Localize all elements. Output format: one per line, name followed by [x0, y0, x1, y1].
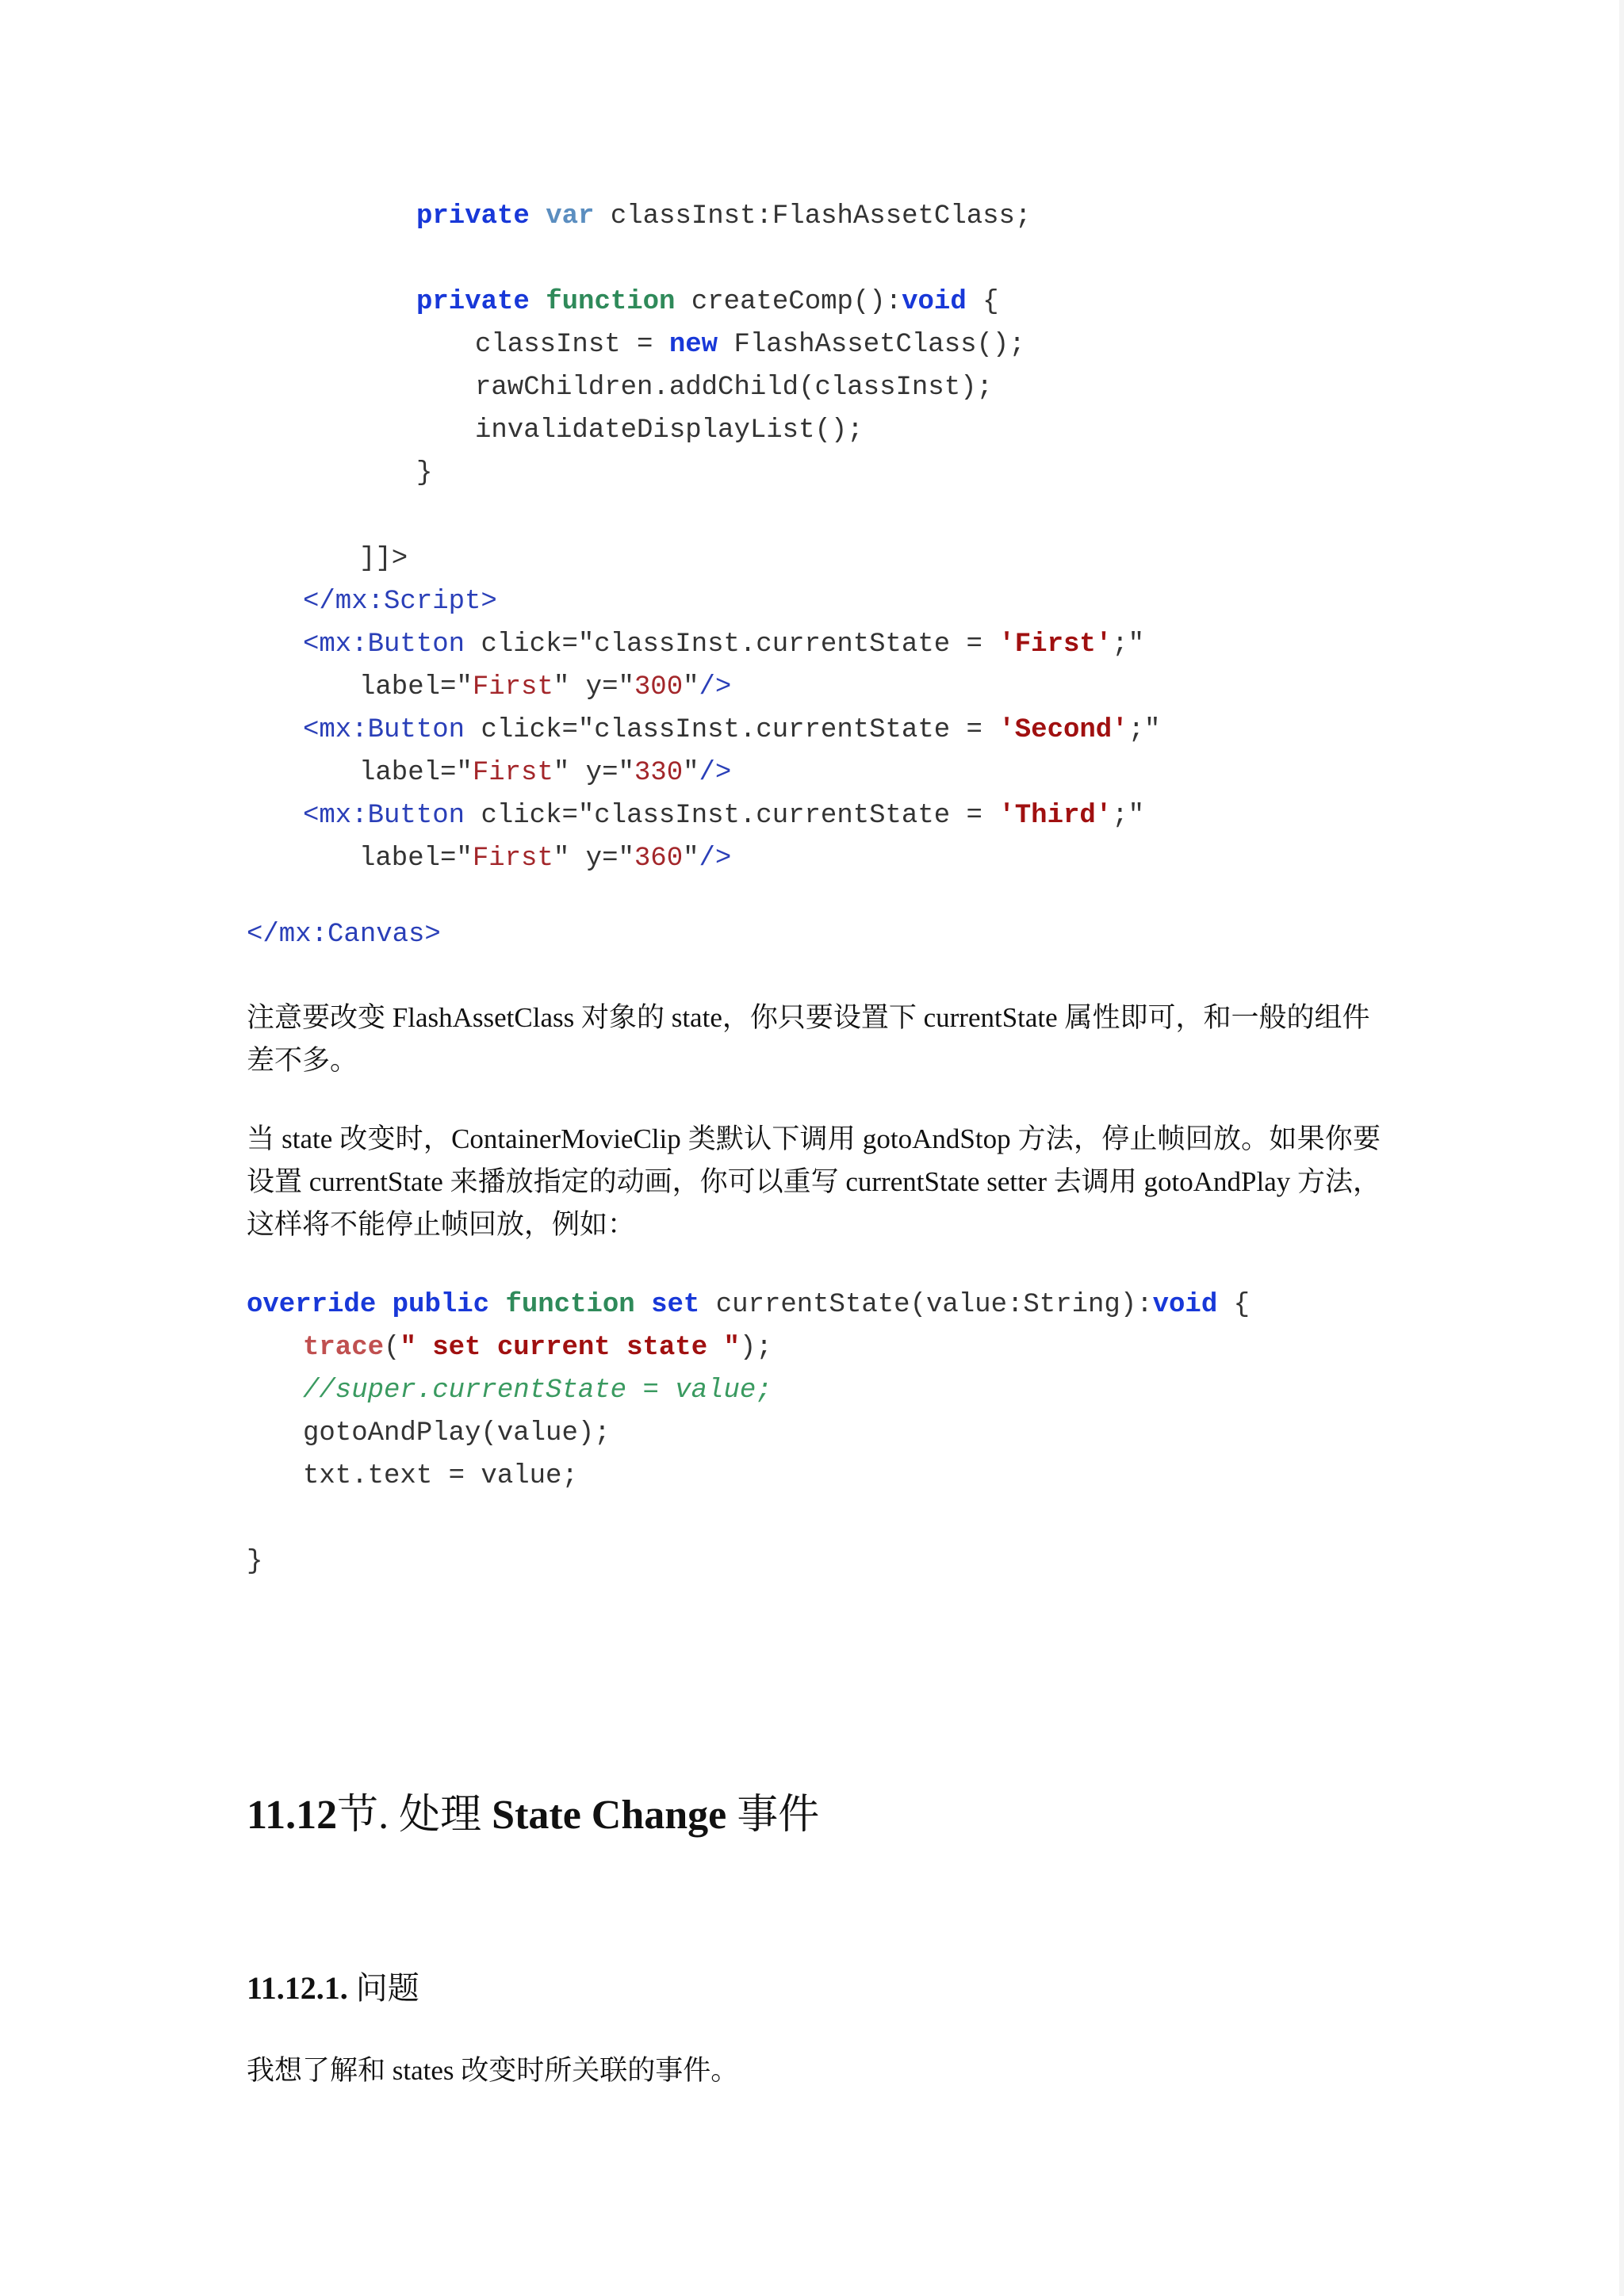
code-keyword: function [546, 287, 676, 317]
code-text: ;" [1128, 715, 1161, 745]
page-edge-shade [1619, 0, 1624, 2296]
code-text: } [247, 1547, 263, 1577]
code-text: label=" [359, 844, 473, 874]
code-string: " set current state " [400, 1333, 740, 1363]
code-text: ( [384, 1333, 400, 1363]
code-tag: /> [699, 758, 732, 788]
code-keyword: function [505, 1290, 635, 1320]
code-text: ;" [1112, 629, 1144, 660]
code-tag: <mx:Button [303, 715, 465, 745]
code-canvas-close [0, 913, 441, 956]
code-tag: </mx:Canvas> [247, 920, 441, 950]
code-block-override [0, 1284, 1250, 1583]
section-heading [247, 1792, 819, 1839]
subsection-heading [247, 1969, 419, 2008]
code-string: 300 [634, 672, 684, 702]
code-keyword: private [416, 201, 530, 232]
code-comment: //super.currentState = value; [303, 1376, 772, 1406]
code-text: " [683, 758, 699, 788]
code-keyword: private [416, 287, 530, 317]
code-text: classInst = [475, 330, 669, 360]
code-keyword: var [546, 201, 595, 232]
code-text: { [966, 287, 999, 317]
code-text: ); [739, 1333, 772, 1363]
code-tag: /> [699, 844, 732, 874]
code-text: classInst:FlashAssetClass; [594, 201, 1032, 232]
code-string: 'Third' [998, 801, 1113, 831]
code-text: click="classInst.currentState = [465, 801, 999, 831]
code-keyword: void [1152, 1290, 1218, 1320]
section-title-prefix: 节. 处理 [337, 1793, 492, 1838]
code-text: ]]> [359, 544, 408, 574]
section-title-bold: State Change [492, 1793, 727, 1838]
code-keyword: override [247, 1290, 377, 1320]
subsection-title: 问题 [347, 1970, 419, 2006]
code-text: FlashAssetClass(); [718, 330, 1025, 360]
code-keyword: new [668, 330, 718, 360]
code-string: First [472, 672, 553, 702]
code-text: " y=" [553, 758, 634, 788]
code-text: click="classInst.currentState = [465, 715, 999, 745]
code-text: label=" [359, 758, 473, 788]
code-text: { [1217, 1290, 1251, 1320]
code-text: gotoAndPlay(value); [303, 1418, 611, 1448]
code-text: createComp(): [675, 287, 902, 317]
code-block-script [0, 195, 1160, 880]
code-text: rawChildren.addChild(classInst); [475, 373, 993, 403]
code-text: " [683, 844, 699, 874]
code-function: trace [303, 1333, 385, 1363]
subsection-number: 11.12.1. [247, 1970, 348, 2006]
code-text: } [416, 458, 433, 488]
code-string: 330 [634, 758, 684, 788]
code-text: " y=" [553, 844, 634, 874]
code-string: First [472, 844, 553, 874]
paragraph-state-change: 当 state 改变时，ContainerMovieClip 类默认下调用 gotoAndStop 方法，停止帧回放。如果你要设置 currentState 来播放指定的动画，你可以重写 currentState setter 去调用 gotoAndPlay 方法，这样将不能停止帧回放，例如： [247, 1123, 1381, 1240]
code-text: invalidateDisplayList(); [475, 415, 864, 446]
code-text: " y=" [553, 672, 634, 702]
code-tag: /> [699, 672, 732, 702]
code-keyword: void [902, 287, 967, 317]
section-title-suffix: 事件 [726, 1793, 820, 1838]
code-text: label=" [359, 672, 473, 702]
code-text: txt.text = value; [303, 1461, 578, 1491]
code-text: currentState(value:String): [699, 1290, 1153, 1320]
paragraph-problem: 我想了解和 states 改变时所关联的事件。 [247, 2055, 739, 2086]
code-keyword: set [651, 1290, 700, 1320]
code-text: " [683, 672, 699, 702]
code-tag: <mx:Button [303, 801, 465, 831]
code-string: First [472, 758, 553, 788]
paragraph-state-note: 注意要改变 FlashAssetClass 对象的 state，你只要设置下 currentState 属性即可，和一般的组件差不多。 [247, 1002, 1370, 1076]
code-text: click="classInst.currentState = [465, 629, 999, 660]
code-tag: </mx:Script> [303, 587, 497, 617]
code-string: 'First' [998, 629, 1113, 660]
code-keyword: public [392, 1290, 490, 1320]
code-tag: <mx:Button [303, 629, 465, 660]
section-number: 11.12 [247, 1793, 338, 1838]
code-string: 360 [634, 844, 684, 874]
code-text: ;" [1112, 801, 1144, 831]
code-string: 'Second' [998, 715, 1128, 745]
